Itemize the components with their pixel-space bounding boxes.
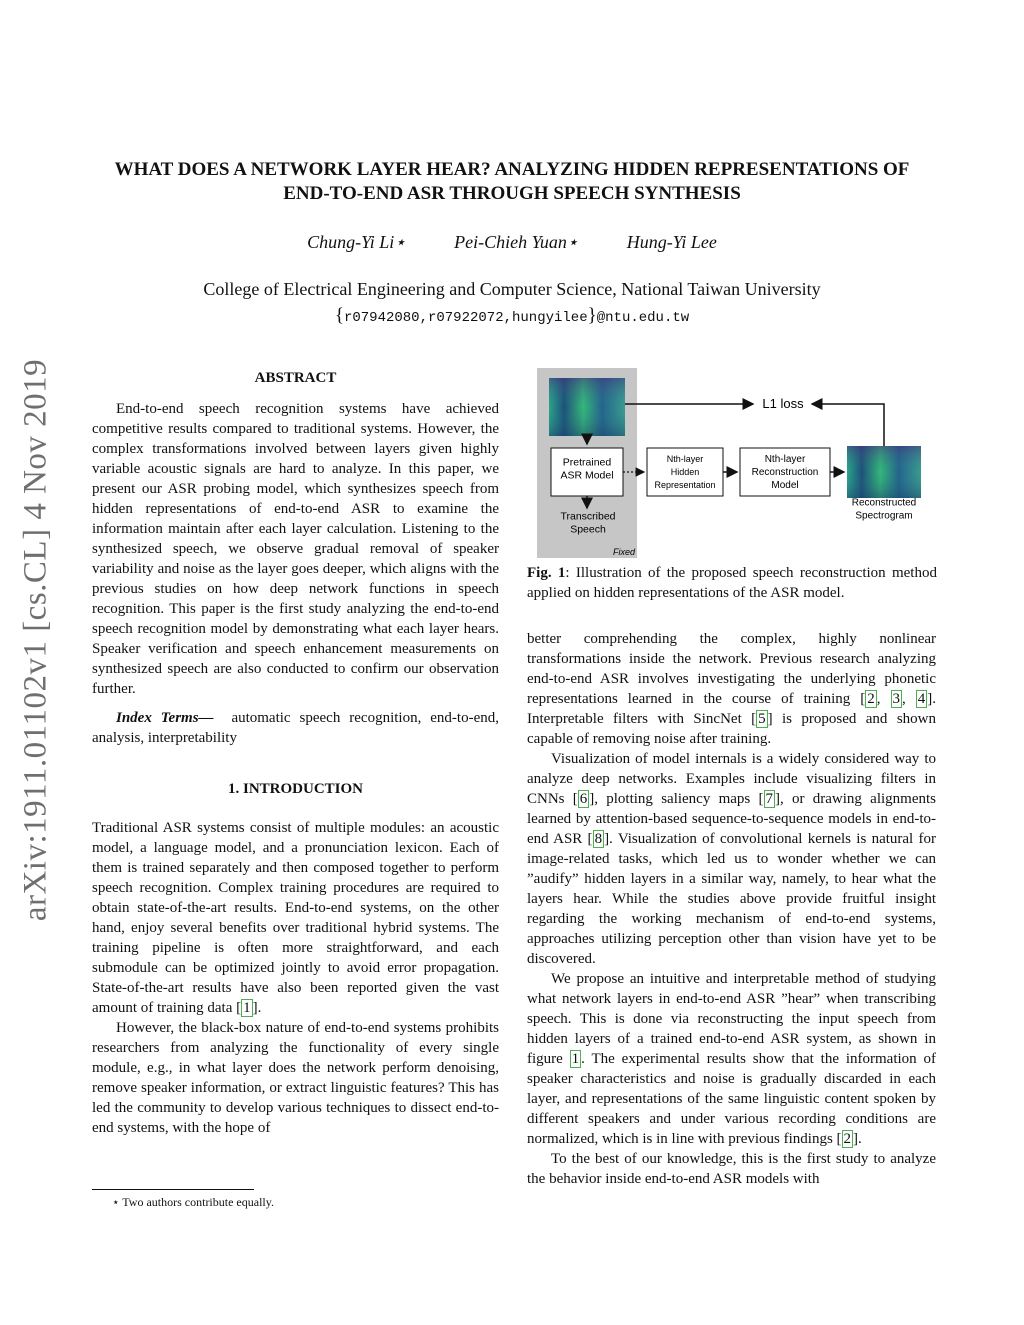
- email-left-brace: {: [334, 305, 344, 326]
- author-list: [60, 232, 964, 253]
- index-terms: [92, 708, 499, 748]
- left-column: [92, 368, 499, 1138]
- right-p3-text-a: We propose an intuitive and interpretable method of studying what network layers in end-to-end ASR ”hear” when transcribing speech. This is done via reconstructing the input speech from hidden layers of a trained end-to-end ASR system, as shown in figure: [527, 971, 936, 1067]
- right-paragraph-3: [527, 969, 936, 1149]
- right-p1-text-c: ] is proposed and shown capable of removing noise after training.: [527, 711, 936, 747]
- right-paragraph-4: To the best of our knowledge, this is the first study to analyze the behavior inside end-to-end ASR models with: [527, 1151, 936, 1187]
- right-p2-text-c: ], or drawing alignments learned by attention-based sequence-to-sequence models in end-to-end ASR [: [527, 791, 936, 847]
- citation-ref[interactable]: 2: [843, 1131, 852, 1147]
- fixed-label: Fixed: [612, 547, 635, 557]
- intro-p1-end: .: [257, 1000, 262, 1016]
- citation-ref[interactable]: 7: [765, 791, 774, 807]
- recon-model-label: Nth-layer Reconstruction Model: [751, 454, 819, 491]
- right-p1-text-a: better comprehending the complex, highly nonlinear transformations inside the network. Previous research analyzing end-to-end ASR involves investigating the underlying phonetic representations learned in the course of training [: [527, 631, 936, 707]
- email-domain: @ntu.edu.tw: [596, 310, 690, 326]
- index-terms-label: Index Terms—: [116, 710, 214, 726]
- right-p1-text-b: ]. Interpretable filters with SincNet [: [527, 691, 937, 727]
- author-3: Hung-Yi Lee: [626, 232, 717, 252]
- citation-ref: 1: [243, 1000, 251, 1016]
- intro-paragraph-2: However, the black-box nature of end-to-end systems prohibits researchers from analyzing the functionality of every single module, e.g., in what layer does the network perform denoising, remove speaker information, or extract linguistic features? This has led the community to develop various techniques to dissect end-to-end systems, with the hope of: [92, 1020, 499, 1136]
- caption-text: : Illustration of the proposed speech reconstruction method applied on hidden representations of the ASR model.: [527, 565, 937, 601]
- email-ids: r07942080,r07922072,hungyilee: [343, 310, 588, 326]
- title-line-2: END-TO-END ASR THROUGH SPEECH SYNTHESIS: [283, 183, 741, 204]
- email-right-brace: }: [587, 305, 597, 326]
- asr-model-label: Pretrained ASR Model: [560, 456, 614, 482]
- abstract-heading: ABSTRACT: [254, 370, 337, 386]
- right-p2-text-b: ], plotting saliency maps [: [589, 791, 764, 807]
- intro-heading: 1. INTRODUCTION: [227, 781, 363, 797]
- affiliation: College of Electrical Engineering and Computer Science, National Taiwan University: [203, 279, 821, 299]
- citation-ref[interactable]: 4: [917, 691, 926, 707]
- right-p2-text-d: ]. Visualization of convolutional kernels is natural for image-related tasks, which led us to wonder whether we can ”audify” hidden layers in a similar way, namely, to hear what the layers hear. While the studies above provide fruitful insight regarding the working mechanism of end-to-end systems, approaches utilizing perception other than vision have yet to be discovered.: [527, 831, 936, 967]
- caption-label: Fig. 1: [527, 565, 566, 581]
- author-2: Pei-Chieh Yuan⋆: [454, 232, 579, 252]
- figure-ref[interactable]: 1: [571, 1051, 580, 1067]
- right-p3-text-b: . The experimental results show that the information of speaker characteristics and noise is gradually discarded in each layer, and representations of the same linguistic content spoken by different speakers and under various recording conditions are normalized, which is in line with previous findings [: [527, 1051, 936, 1147]
- citation-ref[interactable]: 6: [579, 791, 588, 807]
- index-terms-text: automatic speech recognition, end-to-end, analysis, interpretability: [92, 710, 499, 746]
- hidden-rep-label: Nth-layer Hidden Representation: [654, 454, 716, 490]
- citation-link[interactable]: [ 1 ]: [236, 1000, 258, 1016]
- intro-p1-text: Traditional ASR systems consist of multiple modules: an acoustic model, a language model, and a pronunciation lexicon. Each of them is trained separately and then composed together to perform speech recognition. Complex training procedures are required to obtain state-of-the-art results. End-to-end systems, on the other hand, enjoy several benefits over traditional hybrid systems. The training pipeline is often more straightforward, and each submodule can be optimized jointly to avoid error propagation. State-of-the-art results have also been reported given the vast amount of training data: [92, 820, 499, 1016]
- citation-ref[interactable]: 3: [892, 691, 900, 707]
- citation-ref[interactable]: 8: [594, 831, 603, 847]
- author-1: Chung-Yi Li⋆: [307, 232, 406, 252]
- figure-diagram: [527, 368, 937, 558]
- footnote-rule: [92, 1189, 254, 1190]
- right-p3-text-c: ].: [853, 1131, 862, 1147]
- figure-caption: [527, 563, 937, 603]
- right-p2-text-a: Visualization of model internals is a widely considered way to analyze deep networks. Examples include visualizing filters in CNNs [: [527, 751, 936, 807]
- output-spectrogram-label: Reconstructed Spectrogram: [851, 497, 917, 522]
- title-line-1: WHAT DOES A NETWORK LAYER HEAR? ANALYZING HIDDEN REPRESENTATIONS OF: [114, 159, 910, 180]
- figure-1: [527, 368, 937, 558]
- right-paragraph-2: [527, 749, 936, 969]
- footnote: ⋆ Two authors contribute equally.: [112, 1195, 274, 1209]
- citation-ref[interactable]: 2: [867, 691, 875, 707]
- transcribed-label: Transcribed Speech: [560, 510, 616, 536]
- arxiv-identifier: arXiv:1911.01102v1 [cs.CL] 4 Nov 2019: [17, 358, 54, 922]
- abstract-text: End-to-end speech recognition systems have achieved competitive results compared to traditional systems. However, the complex transformations involved between layers given highly variable acoustic signals are hard to analyze. In this paper, we present our ASR probing model, which synthesizes speech from hidden representations of end-to-end ASR to examine the information maintain after each layer calculation. Listening to the synthesized speech, we observe gradual removal of speaker variability and noise as the layer goes deeper, which aligns with the previous studies on how deep network functions in speech recognition. This paper is the first study analyzing the end-to-end speech recognition model by demonstrating what each layer hears. Speaker verification and speech enhancement measurements on synthesized speech are also conducted to confirm our observation further.: [92, 401, 499, 697]
- output-spectrogram-shade: [847, 446, 921, 498]
- input-spectrogram-shade: [549, 378, 625, 436]
- citation-ref[interactable]: 5: [758, 711, 766, 727]
- paper-title: [60, 158, 964, 206]
- right-column: [527, 629, 936, 1189]
- arrow-output-to-loss: [812, 404, 884, 446]
- intro-paragraph-1: [92, 818, 499, 1018]
- arxiv-sidebar: [14, 350, 58, 930]
- right-paragraph-1: better comprehending the complex, highly nonlinear transformations inside the network. Previous research analyzing end-to-end ASR involves investigating the underlying phonetic representations learned in the course of training [ 2 , 3 , 4 ]. Interpretable filters with SincNet [ 5 ] is proposed and shown capable of removing noise after training.: [527, 631, 937, 747]
- email: [60, 305, 964, 327]
- loss-label: L1 loss: [762, 396, 804, 411]
